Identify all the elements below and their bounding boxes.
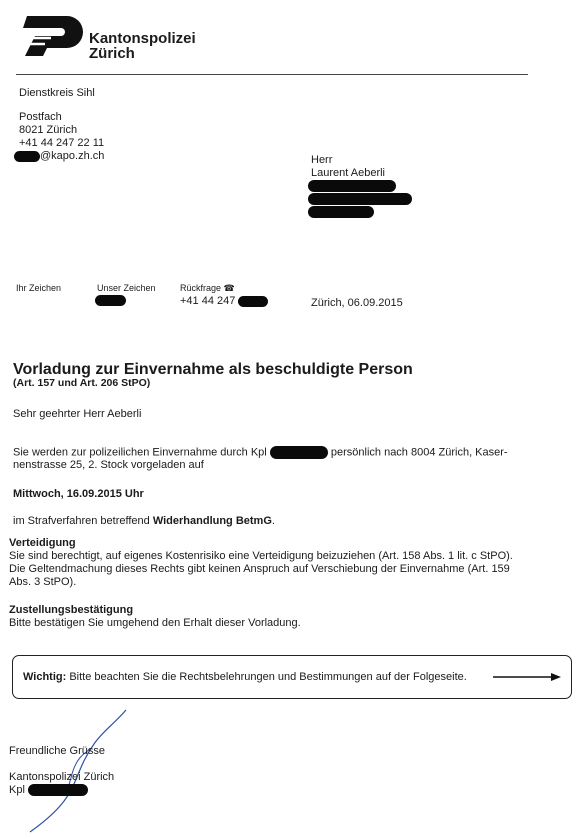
- notice-body: Bitte beachten Sie die Rechtsbelehrungen und Bestimmungen auf der Folgeseite.: [69, 671, 467, 683]
- header-divider: [16, 74, 528, 75]
- sender-email-domain: @kapo.zh.ch: [40, 150, 105, 162]
- recipient-name: Laurent Aeberli: [311, 167, 385, 179]
- redaction-bar: [28, 784, 88, 796]
- sender-unit: Dienstkreis Sihl: [19, 87, 95, 99]
- matter-suffix: .: [271, 515, 275, 527]
- rueckfrage-label: Rückfrage: [180, 283, 222, 293]
- org-name-line1: Kantonspolizei: [89, 30, 196, 47]
- intro-line1: [13, 446, 508, 459]
- rueckfrage-phone-number: +41 44 247: [180, 295, 236, 307]
- recipient-salutation: Herr: [311, 154, 333, 166]
- ref-label-rueckfrage: [180, 283, 235, 294]
- logo-wordmark: [89, 31, 196, 61]
- delivery-heading: Zustellungsbestätigung: [9, 604, 134, 616]
- notice-label: Wichtig:: [23, 671, 67, 683]
- place-date: Zürich, 06.09.2015: [311, 297, 403, 309]
- intro-line2: nenstrasse 25, 2. Stock vorgeladen auf: [13, 459, 204, 471]
- matter-line: [13, 515, 275, 528]
- defense-heading: Verteidigung: [9, 537, 76, 549]
- intro-text-b: persönlich nach 8004 Zürich, Kaser-: [330, 446, 508, 459]
- sender-city: 8021 Zürich: [19, 124, 78, 136]
- delivery-text: Bitte bestätigen Sie umgehend den Erhalt dieser Vorladung.: [9, 617, 301, 629]
- phone-icon: ☎: [223, 283, 235, 293]
- letter-subtitle: (Art. 157 und Art. 206 StPO): [13, 377, 151, 389]
- important-notice-box: [12, 655, 572, 699]
- kantonspolizei-logo: [21, 14, 85, 58]
- intro-text-a: Sie werden zur polizeilichen Einvernahme durch Kpl: [13, 446, 267, 459]
- closing-org: Kantonspolizei Zürich: [9, 771, 115, 783]
- ref-label-ihr-zeichen: Ihr Zeichen: [16, 283, 62, 293]
- redaction-bar: [95, 295, 126, 306]
- defense-line3: Abs. 3 StPO).: [9, 576, 77, 588]
- redaction-bar: [14, 151, 40, 162]
- arrow-right-icon: [493, 670, 563, 684]
- defense-line2: Die Geltendmachung dieses Rechts gibt keinen Anspruch auf Verschiebung der Einvernahme (Art. 159: [9, 563, 510, 575]
- redaction-bar: [308, 193, 412, 205]
- rueckfrage-phone: [180, 295, 268, 308]
- closing-rank: [9, 784, 88, 797]
- letter-title: Vorladung zur Einvernahme als beschuldigte Person: [13, 361, 413, 378]
- sender-phone: +41 44 247 22 11: [19, 137, 105, 149]
- sender-postbox: Postfach: [19, 111, 62, 123]
- defense-line1: Sie sind berechtigt, auf eigenes Kostenrisiko eine Verteidigung beizuziehen (Art. 158 Abs. 1 lit. c StPO).: [9, 550, 513, 562]
- org-name-line2: Zürich: [89, 45, 135, 62]
- ref-label-unser-zeichen: Unser Zeichen: [97, 283, 156, 293]
- redaction-bar: [238, 296, 268, 307]
- closing-rank-label: Kpl: [9, 784, 25, 796]
- matter-offense: Widerhandlung BetmG: [152, 515, 272, 527]
- greeting: Sehr geehrter Herr Aeberli: [13, 408, 142, 420]
- redaction-bar: [308, 180, 396, 192]
- matter-prefix: im Strafverfahren betreffend: [13, 515, 150, 527]
- redaction-bar: [308, 206, 374, 218]
- closing-regards: Freundliche Grüsse: [9, 745, 105, 757]
- appointment-date: Mittwoch, 16.09.2015 Uhr: [13, 488, 144, 500]
- redaction-bar: [270, 446, 328, 459]
- sender-email: [14, 150, 104, 163]
- notice-text: [23, 671, 467, 684]
